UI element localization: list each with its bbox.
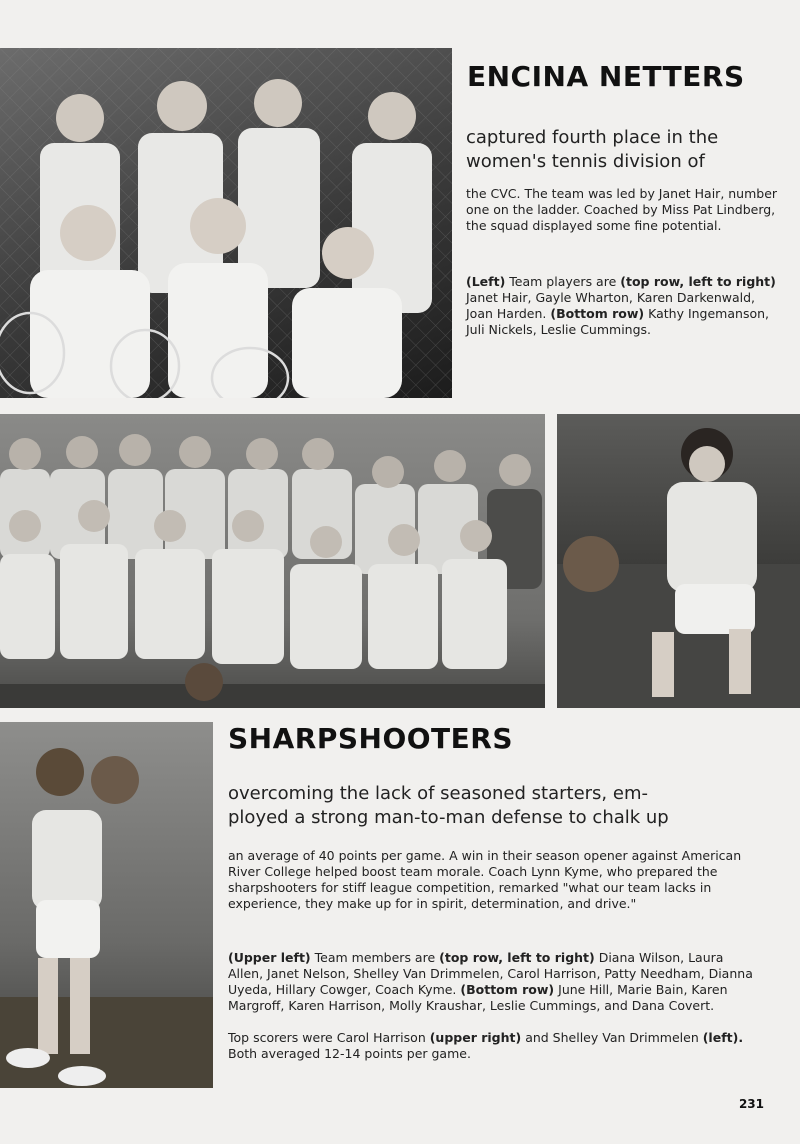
scorers-text-2: and Shelley Van Drimmelen (521, 1030, 703, 1045)
basketball-caption-ref: (Upper left) (228, 950, 311, 965)
basketball-lead (228, 782, 768, 830)
tennis-caption (466, 274, 780, 338)
tennis-caption-text: Team players are (505, 274, 621, 289)
shooting-player-photo (0, 722, 213, 1088)
basketball-caption (228, 950, 758, 1014)
basketball-headline: SHARPSHOOTERS (228, 722, 514, 755)
basketball-body (228, 848, 758, 912)
tennis-caption-row1-label: (top row, left to right) (620, 274, 776, 289)
scorers-ref-1: (upper right) (429, 1030, 522, 1045)
tennis-caption-row2-names: Kathy Ingemanson, Juli Nickels, Leslie Cummings. (466, 306, 769, 337)
basketball-lead-line2: ployed a strong man-to-man defense to chalk up (228, 807, 669, 828)
basketball-caption-row2-label: (Bottom row) (460, 982, 555, 997)
tennis-caption-row1-names: Janet Hair, Gayle Wharton, Karen Darkenwald, Joan Harden. (466, 290, 756, 321)
basketball-caption-text: Team members are (310, 950, 440, 965)
tennis-lead (466, 126, 766, 174)
tennis-lead-text: captured fourth place in the women's tennis division of (466, 127, 719, 172)
tennis-caption-ref: (Left) (466, 274, 506, 289)
basketball-caption-row1-label: (top row, left to right) (439, 950, 595, 965)
scorers-ref-2: (left). (702, 1030, 744, 1045)
basketball-lead-line1: overcoming the lack of seasoned starters, em- (228, 783, 648, 804)
scorers-text-3: Both averaged 12-14 points per game. (228, 1046, 471, 1061)
dribbling-player-photo (557, 414, 800, 708)
basketball-body-text: an average of 40 points per game. A win in their season opener against American River College helped boost team morale. Coach Lynn Kyme, who prepared the sharpshooters for stiff league competition, remarked "what our team lacks in experience, they make up for in spirit, determination, and drive." (228, 848, 742, 911)
tennis-body-text: the CVC. The team was led by Janet Hair, number one on the ladder. Coached by Miss Pat Lindberg, the squad displayed some fine potential. (466, 186, 778, 233)
tennis-headline: ENCINA NETTERS (467, 60, 745, 93)
basketball-caption-row1-names: Diana Wilson, Laura Allen, Janet Nelson, Shelley Van Drimmelen, Carol Harrison, Patty Needham, Dianna Uyeda, Hillary Cowger, Coach Kyme. (228, 950, 753, 997)
page-number: 231 (738, 1097, 764, 1111)
tennis-body (466, 186, 780, 234)
tennis-team-photo (0, 48, 452, 398)
basketball-team-photo (0, 414, 545, 708)
scorers-text-1: Top scorers were Carol Harrison (228, 1030, 430, 1045)
basketball-scorers (228, 1030, 758, 1062)
tennis-caption-row2-label: (Bottom row) (550, 306, 645, 321)
basketball-caption-row2-names: June Hill, Marie Bain, Karen Margroff, Karen Harrison, Molly Kraushar, Leslie Cummings, and Dana Covert. (228, 982, 728, 1013)
